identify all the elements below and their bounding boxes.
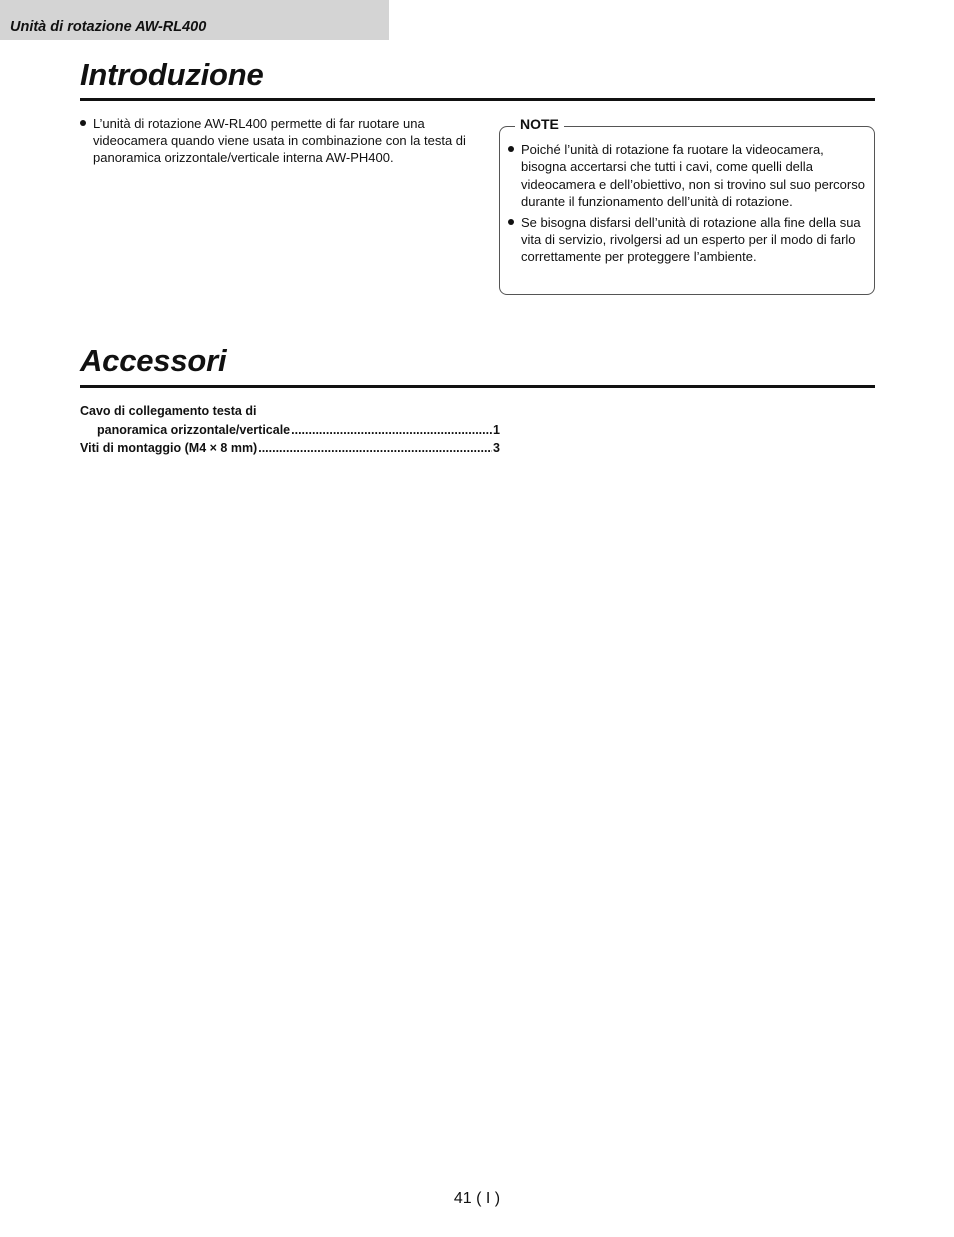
note-label: NOTE — [515, 116, 564, 132]
bullet-icon — [508, 219, 514, 225]
accessory-name: Cavo di collegamento testa di — [80, 404, 257, 418]
accessory-name: Viti di montaggio (M4 × 8 mm) — [80, 441, 258, 455]
accessory-name: panoramica orizzontale/verticale — [97, 422, 291, 437]
list-item — [508, 214, 866, 266]
bullet-icon — [80, 120, 86, 126]
running-header: Unità di rotazione AW-RL400 — [10, 19, 207, 35]
accessori-rule — [80, 385, 875, 388]
accessory-item-line1 — [80, 402, 500, 421]
accessory-qty: 3 — [493, 441, 500, 455]
accessori-list — [80, 402, 500, 458]
accessory-qty: 1 — [493, 422, 500, 437]
dot-leader — [258, 439, 492, 458]
introduzione-rule — [80, 98, 875, 101]
accessory-item — [80, 439, 500, 458]
note-text: Se bisogna disfarsi dell’unità di rotazione alla fine della sua vita di servizio, rivolgersi ad un esperto per il modo di farlo correttamente per proteggere l’ambiente. — [521, 214, 861, 265]
note-text: Poiché l’unità di rotazione fa ruotare la videocamera, bisogna accertarsi che tutti i cavi, come quelli della videocamera e dell’obiettivo, non si trovino sul suo percorso durante il funzionamento dell’unità di rotazione. — [521, 142, 865, 210]
note-list — [508, 141, 866, 269]
introduzione-text: L’unità di rotazione AW-RL400 permette di far ruotare una videocamera quando viene usata in combinazione con la testa di panoramica orizzontale/verticale interna AW-PH400. — [93, 116, 466, 165]
list-item — [80, 115, 480, 166]
introduzione-title: Introduzione — [80, 57, 264, 92]
list-item — [508, 141, 866, 211]
dot-leader — [291, 421, 492, 440]
accessory-item-line2 — [80, 421, 500, 440]
introduzione-list — [80, 115, 480, 166]
bullet-icon — [508, 146, 514, 152]
page-number: 41 ( I ) — [453, 1190, 501, 1207]
accessori-title: Accessori — [80, 343, 227, 378]
